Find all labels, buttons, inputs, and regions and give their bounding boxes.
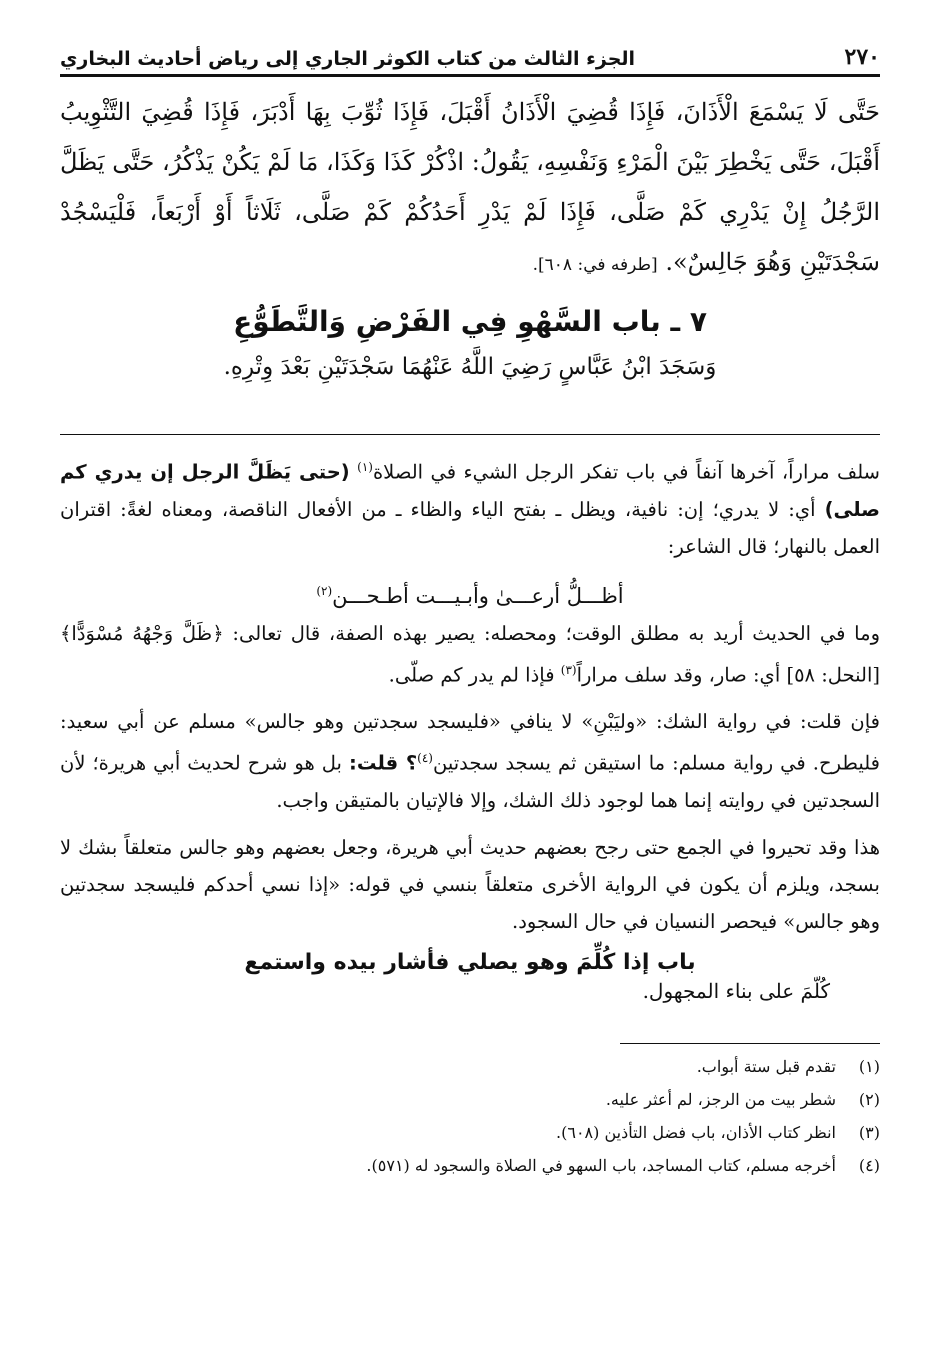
commentary-lemma: (حتى يَظَلَّ الرجل إن يدري كم صلى) [60,460,881,521]
footnote-ref: (١) [357,460,373,474]
footnote-number: (٤) [858,1155,880,1175]
commentary-lemma: ؟ قلت: [349,751,418,775]
footnote [60,1149,880,1182]
hadith-body: حَتَّى لَا يَسْمَعَ الْأَذَانَ، فَإِذَا قُضِيَ الْأَذَانُ أَقْبَلَ، فَإِذَا ثُوِّبَ بِهَا أَدْبَرَ، فَإِذَا قُضِيَ التَّثْوِيبُ أَقْبَلَ، حَتَّى يَخْطِرَ بَيْنَ الْمَرْءِ وَنَفْسِهِ، يَقُولُ: اذْكُرْ كَذَا وَكَذَا، مَا لَمْ يَكُنْ يَذْكُرُ، حَتَّى يَظَلَّ الرَّجُلُ إِنْ يَدْرِي كَمْ صَلَّى، فَإِذَا لَمْ يَدْرِ أَحَدُكُمْ كَمْ صَلَّى، ثَلَاثاً أَوْ أَرْبَعاً، فَلْيَسْجُدْ سَجْدَتَيْنِ وَهُوَ جَالِسٌ». [60,98,880,276]
commentary-text: وما في الحديث أريد به مطلق الوقت؛ ومحصله: يصير بهذه الصفة، قال تعالى: ﴿ظَلَّ وَجْهُهُ مُسْوَدًّا﴾ [النحل: ٥٨] أي: صار، وقد سلف مراراً [60,621,880,686]
commentary-para-4: هذا وقد تحيروا في الجمع حتى رجح بعضهم حديث أبي هريرة، وجعل بعضهم وهو جالس متعلقاً بشك لا بسجد، ويلزم أن يكون في الرواية الأخرى متعلقاً بنسي في قوله: «إذا نسي أحدكم فليسجد سجدتين وهو جالس» فيحصر النسيان في حال السجود. [60,835,880,933]
commentary-text: أي: لا يدري؛ إن: نافية، ويظل ـ بفتح الياء والظاء ـ من الأفعال الناقصة، ومعناه لغةً: اقتران العمل بالنهار؛ قال الشاعر: [60,497,880,558]
hadith-text [60,87,880,290]
footnote-text: شطر بيت من الرجز، لم أعثر عليه. [605,1089,836,1109]
footnote-ref: (٤) [417,751,433,765]
footnote-ref: (٣) [560,662,577,677]
commentary-para-1 [60,449,880,565]
footnote [60,1083,880,1116]
footnote-number: (٢) [858,1089,880,1109]
sub-chapter-note: كُلّمَ على بناء المجهول. [642,978,830,1003]
footnote [60,1116,880,1149]
commentary-text: بل هو شرح لحديث أبي هريرة؛ لأن السجدتين في روايته إنما هما لوجود ذلك الشك، وإلا فالإتيان بالمتيقن واجب. [60,751,880,812]
footnote-text: أخرجه مسلم، كتاب المساجد، باب السهو في الصلاة والسجود له (٥٧١). [366,1155,836,1175]
footnote-number: (١) [858,1056,880,1076]
hadith-ref: [طرفه في: ٦٠٨]. [532,255,658,275]
commentary-para-2 [60,615,880,694]
footnote-number: (٣) [858,1122,880,1142]
footnote-rule [620,1043,880,1044]
page-header [60,30,880,70]
text-separator [60,434,880,435]
header-rule [60,74,880,77]
poetry-verse [60,573,880,615]
commentary-text: سلف مراراً، آخرها آنفاً في باب تفكر الرجل الشيء في الصلاة [372,460,880,484]
commentary-text: فإن قلت: في رواية الشك: «وليَبْنِ» لا ينافي «فليسجد سجدتين وهو جالس» مسلم عن أبي سعيد: فليطرح. في رواية مسلم: ما استيقن ثم يسجد سجدتين [60,710,880,775]
footnote [60,1050,880,1083]
sub-chapter-title: باب إذا كُلِّمَ وهو يصلي فأشار بيده واستمع [244,949,696,975]
footnote-text: تقدم قبل ستة أبواب. [696,1056,836,1076]
page [60,30,880,1182]
commentary-para-3 [60,703,880,819]
commentary [60,449,880,940]
footnote-ref: (٢) [316,583,333,598]
commentary-text: فإذا لم يدر كم صلّى. [388,663,555,686]
footnotes [60,1050,880,1182]
verse-text: أظـــلُّ أرعـــىٰ وأبـيـــت أطـحـــن [332,583,624,608]
footnote-text: انظر كتاب الأذان، باب فضل التأذين (٦٠٨). [556,1122,836,1142]
page-number: ٢٧٠ [844,44,880,70]
chapter-athar: وَسَجَدَ ابْنُ عَبَّاسٍ رَضِيَ اللَّهُ عَنْهُمَا سَجْدَتَيْنِ بَعْدَ وِتْرِهِ. [223,354,717,380]
running-title: الجزء الثالث من كتاب الكوثر الجاري إلى رياض أحاديث البخاري [60,48,636,70]
chapter-title: ٧ ـ باب السَّهْوِ فِي الفَرْضِ وَالتَّطَوُّعِ [233,305,707,338]
